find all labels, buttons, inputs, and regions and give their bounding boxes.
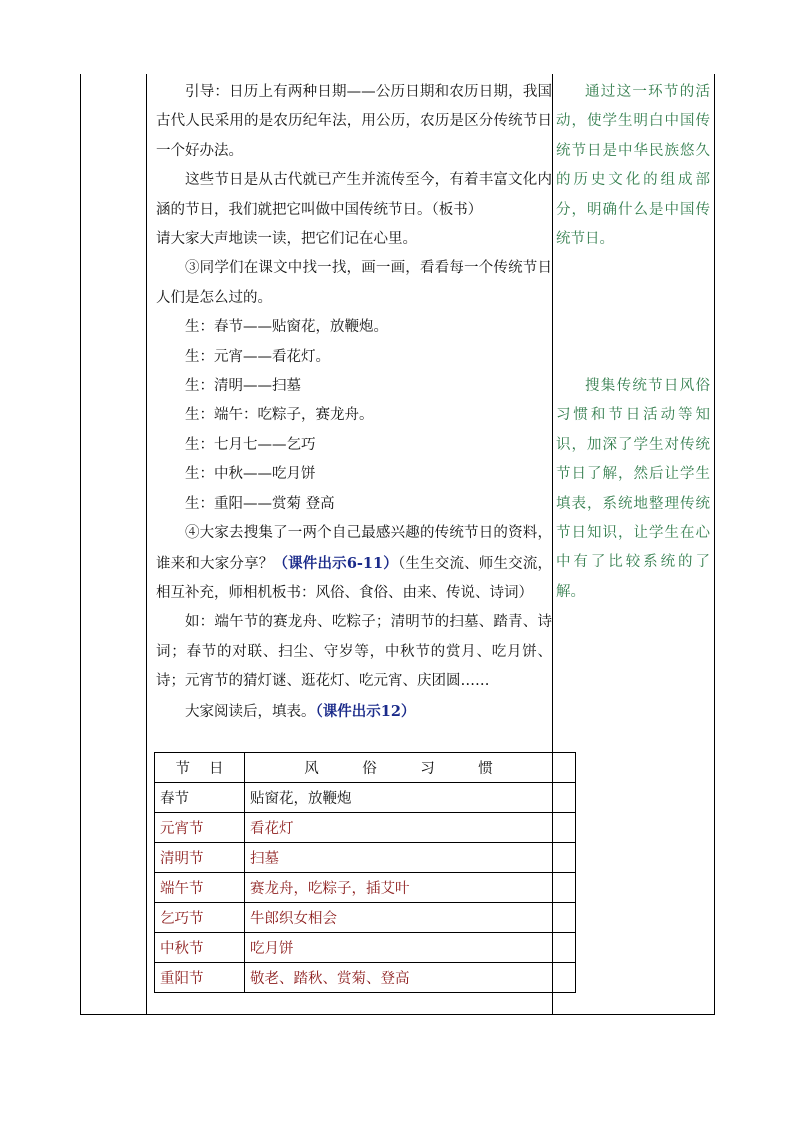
custom-cell: 吃月饼 xyxy=(245,933,553,963)
spacer xyxy=(556,254,710,372)
header-festival: 节 日 xyxy=(155,753,245,783)
courseware-tag: （课件出示6-11） xyxy=(273,554,398,572)
header-customs: 风 俗 习 惯 xyxy=(245,753,553,783)
festival-cell: 乞巧节 xyxy=(155,903,245,933)
design-note: 通过这一环节的活动，使学生明白中国传统节日是中华民族悠久的历史文化的组成部分，明确什么是中国传统节日。 xyxy=(556,84,710,248)
empty-cell xyxy=(553,873,576,903)
student-answer: 生：重阳——赏菊 登高 xyxy=(185,495,335,512)
empty-cell xyxy=(553,813,576,843)
share-paragraph: ④大家去搜集了一两个自己最感兴趣的传统节日的资料，谁来和大家分享？（课件出示6-11）（生生交流、师生交流，相互补充，师相机板书：风俗、食俗、由来、传说、诗词） xyxy=(156,525,553,601)
table-row xyxy=(155,843,576,873)
read-aloud-line: 请大家大声地读一读，把它们记在心里。 xyxy=(156,231,417,248)
custom-cell: 扫墓 xyxy=(245,843,553,873)
empty-cell xyxy=(553,903,576,933)
festival-cell: 中秋节 xyxy=(155,933,245,963)
custom-cell: 贴窗花，放鞭炮 xyxy=(245,783,553,813)
festival-cell: 春节 xyxy=(155,783,245,813)
table-row xyxy=(155,963,576,993)
table-row xyxy=(155,933,576,963)
student-answer: 生：清明——扫墓 xyxy=(185,378,301,395)
table-row xyxy=(155,873,576,903)
table-row xyxy=(155,783,576,813)
custom-cell: 赛龙舟，吃粽子，插艾叶 xyxy=(245,873,553,903)
festival-customs-table xyxy=(154,752,576,993)
empty-cell xyxy=(553,843,576,873)
student-answer: 生：元宵——看花灯。 xyxy=(185,348,330,365)
student-answer: 生：七月七——乞巧 xyxy=(185,436,316,453)
lesson-process-column xyxy=(156,78,552,727)
festival-cell: 元宵节 xyxy=(155,813,245,843)
design-note: 搜集传统节日风俗习惯和节日活动等知识，加深了学生对传统节日了解，然后让学生填表，系统地整理传统节日知识，让学生在心中有了比较系统的了解。 xyxy=(556,378,710,600)
guide-paragraph: 引导：日历上有两种日期——公历日期和农历日期，我国古代人民采用的是农历纪年法，用公历，农历是区分传统节日一个好办法。 xyxy=(156,84,553,159)
student-answer: 生：端午：吃粽子，赛龙舟。 xyxy=(185,407,374,424)
student-answer: 生：中秋——吃月饼 xyxy=(185,466,316,483)
table-header-row xyxy=(155,753,576,783)
column-divider-left xyxy=(146,74,147,1014)
festival-cell: 端午节 xyxy=(155,873,245,903)
festival-cell: 清明节 xyxy=(155,843,245,873)
student-answer: 生：春节——贴窗花，放鞭炮。 xyxy=(185,319,388,336)
table-row xyxy=(155,813,576,843)
empty-cell xyxy=(553,963,576,993)
task-paragraph: ③同学们在课文中找一找，画一画，看看每一个传统节日人们是怎么过的。 xyxy=(156,260,552,306)
courseware-tag: （课件出示12） xyxy=(315,702,416,720)
empty-cell xyxy=(553,753,576,783)
empty-cell xyxy=(553,783,576,813)
custom-cell: 看花灯 xyxy=(245,813,553,843)
table-row xyxy=(155,903,576,933)
definition-paragraph: 这些节日是从古代就已产生并流传至今，有着丰富文化内涵的节日，我们就把它叫做中国传统节日。（板书） xyxy=(156,172,552,218)
festival-cell: 重阳节 xyxy=(155,963,245,993)
example-paragraph: 如：端午节的赛龙舟、吃粽子；清明节的扫墓、踏青、诗词；春节的对联、扫尘、守岁等，中秋节的赏月、吃月饼、诗；元宵节的猜灯谜、逛花灯、吃元宵、庆团圆…… xyxy=(156,614,552,690)
empty-cell xyxy=(553,933,576,963)
custom-cell: 敬老、踏秋、赏菊、登高 xyxy=(245,963,553,993)
custom-cell: 牛郎织女相会 xyxy=(245,903,553,933)
design-intent-column xyxy=(556,78,710,607)
fill-table-instruction: 大家阅读后，填表。（课件出示12） xyxy=(185,702,416,720)
